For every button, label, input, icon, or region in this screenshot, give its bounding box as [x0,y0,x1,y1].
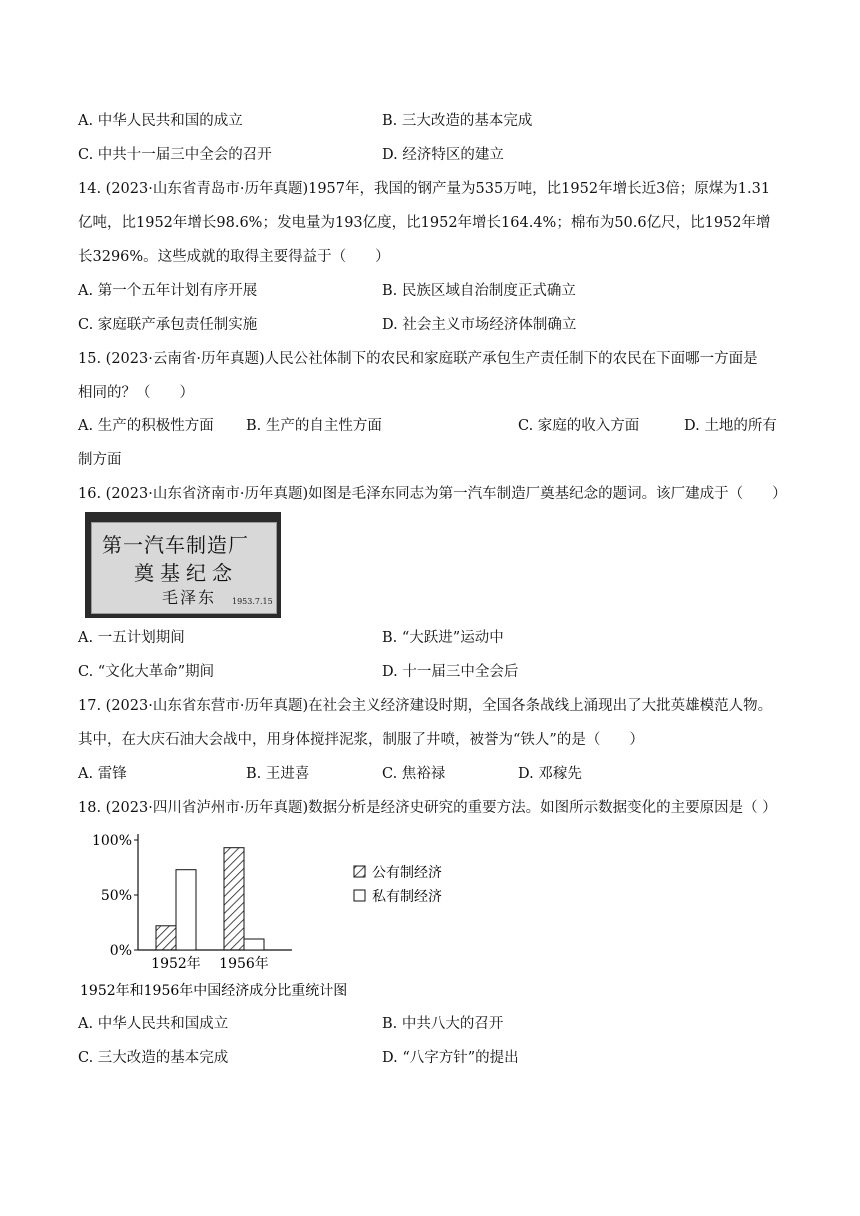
q15-option-d-continued: 制方面 [78,452,122,468]
q16-option-c[interactable]: C. “文化大革命”期间 [78,664,215,680]
q17-stem-line2: 其中，在大庆石油大会战中，用身体搅拌泥浆，制服了井喷，被誉为“铁人”的是（ ） [78,732,644,748]
bar-private-1 [244,939,264,950]
q14-option-a[interactable]: A. 第一个五年计划有序开展 [78,283,258,299]
q14-option-b[interactable]: B. 民族区域自治制度正式确立 [382,283,576,299]
inscription-plaque [91,522,277,614]
q18-option-a[interactable]: A. 中华人民共和国成立 [78,1016,229,1032]
q17-option-c[interactable]: C. 焦裕禄 [382,766,446,782]
x-tick-label: 1952年 [151,956,201,972]
q13-option-b[interactable]: B. 三大改造的基本完成 [382,113,533,129]
q18-option-b[interactable]: B. 中共八大的召开 [382,1016,504,1032]
q13-option-d[interactable]: D. 经济特区的建立 [382,147,504,163]
q13-option-c[interactable]: C. 中共十一届三中全会的召开 [78,147,272,163]
q18-option-d[interactable]: D. “八字方针”的提出 [382,1050,519,1066]
inscription-photo [85,512,281,618]
legend-swatch-1 [354,890,365,901]
q17-stem-line1: 17. (2023·山东省东营市·历年真题)在社会主义经济建设时期，全国各条战线上涌现出了大批英雄模范人物。 [78,698,773,714]
q16-option-b[interactable]: B. “大跃进”运动中 [382,630,504,646]
q16-stem-line1: 16. (2023·山东省济南市·历年真题)如图是毛泽东同志为第一汽车制造厂奠基纪念的题词。该厂建成于（ ） [78,486,787,502]
bar-private-0 [176,870,196,950]
q15-stem-line2: 相同的？（ ） [78,385,194,401]
bar-public-0 [156,926,176,950]
q14-option-c[interactable]: C. 家庭联产承包责任制实施 [78,317,258,333]
legend-swatch-0 [354,866,365,877]
y-tick-label: 50% [100,888,132,904]
legend-label-0: 公有制经济 [372,865,442,881]
inscription-line2: 奠基纪念 [134,561,238,585]
inscription-signature: 毛泽东 [162,588,217,607]
y-tick-label: 100% [91,833,132,849]
q14-option-d[interactable]: D. 社会主义市场经济体制确立 [382,317,577,333]
q14-stem-line2: 亿吨，比1952年增长98.6%；发电量为193亿度，比1952年增长164.4%；棉布为50.6亿尺，比1952年增 [78,215,771,231]
q16-option-a[interactable]: A. 一五计划期间 [78,630,185,646]
q17-option-a[interactable]: A. 雷锋 [78,766,127,782]
inscription-date: 1953.7.15 [232,597,273,606]
q15-option-c[interactable]: C. 家庭的收入方面 [518,418,640,434]
q15-option-b[interactable]: B. 生产的自主性方面 [246,418,382,434]
q16-option-d[interactable]: D. 十一届三中全会后 [382,664,519,680]
bar-public-1 [224,848,244,950]
chart-title: 1952年和1956年中国经济成分比重统计图 [80,983,348,999]
q17-option-d[interactable]: D. 邓稼先 [518,766,582,782]
economy-share-chart [80,828,480,1008]
q13-option-a[interactable]: A. 中华人民共和国的成立 [78,113,243,129]
y-tick-label: 0% [109,943,132,959]
q15-option-d[interactable]: D. 土地的所有 [684,418,777,434]
q14-stem-line1: 14. (2023·山东省青岛市·历年真题)1957年，我国的钢产量为535万吨，比1952年增长近3倍；原煤为1.31 [78,181,771,197]
q17-option-b[interactable]: B. 王进喜 [246,766,310,782]
inscription-line1: 第一汽车制造厂 [102,533,249,557]
q15-option-a[interactable]: A. 生产的积极性方面 [78,418,214,434]
legend-label-1: 私有制经济 [372,889,442,905]
q18-option-c[interactable]: C. 三大改造的基本完成 [78,1050,229,1066]
q15-stem-line1: 15. (2023·云南省·历年真题)人民公社体制下的农民和家庭联产承包生产责任制下的农民在下面哪一方面是 [78,351,758,367]
x-tick-label: 1956年 [219,956,269,972]
q14-stem-line3: 长3296%。这些成就的取得主要得益于（ ） [78,249,390,265]
q18-stem-line1: 18. (2023·四川省泸州市·历年真题)数据分析是经济史研究的重要方法。如图所示数据变化的主要原因是（ ） [78,800,777,816]
